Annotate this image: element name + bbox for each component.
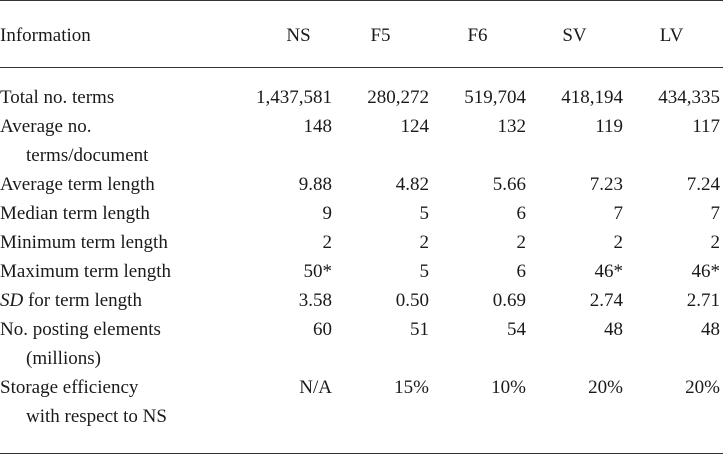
cell-f6: 54 xyxy=(507,319,526,340)
row-label: SD for term length xyxy=(0,290,142,311)
cell-ns: N/A xyxy=(299,377,332,398)
header-f5: F5 xyxy=(370,25,391,46)
cell-f5: 280,272 xyxy=(367,87,429,108)
table-row xyxy=(0,228,720,257)
cell-sv: 2 xyxy=(613,232,623,253)
cell-f5: 15% xyxy=(394,377,429,398)
cell-sv: 20% xyxy=(588,377,623,398)
table-row xyxy=(0,170,720,199)
cell-ns: 9 xyxy=(322,203,332,224)
table-row xyxy=(0,315,720,373)
cell-lv: 117 xyxy=(692,116,720,137)
bottom-rule xyxy=(0,453,723,454)
row-label: Maximum term length xyxy=(0,261,171,282)
row-label: Average term length xyxy=(0,174,155,195)
cell-lv: 20% xyxy=(685,377,720,398)
row-label: Total no. terms xyxy=(0,87,115,108)
cell-lv: 7 xyxy=(710,203,720,224)
cell-lv: 48 xyxy=(701,319,720,340)
cell-f5: 5 xyxy=(419,203,429,224)
cell-ns: 60 xyxy=(313,319,332,340)
cell-f5: 5 xyxy=(419,261,429,282)
cell-f6: 6 xyxy=(516,203,526,224)
table-row xyxy=(0,199,720,228)
header-information: Information xyxy=(0,25,91,46)
cell-ns: 148 xyxy=(303,116,332,137)
cell-sv: 48 xyxy=(604,319,623,340)
cell-f6: 132 xyxy=(497,116,526,137)
table-row xyxy=(0,67,720,112)
cell-f6: 0.69 xyxy=(492,290,526,311)
cell-f5: 51 xyxy=(410,319,429,340)
cell-sv: 119 xyxy=(595,116,623,137)
header-row xyxy=(0,0,720,67)
cell-ns: 9.88 xyxy=(298,174,332,195)
cell-f5: 4.82 xyxy=(395,174,429,195)
table-row xyxy=(0,257,720,286)
cell-sv: 7 xyxy=(613,203,623,224)
header-sv: SV xyxy=(562,25,587,46)
cell-sv: 7.23 xyxy=(589,174,623,195)
cell-lv: 2 xyxy=(710,232,720,253)
cell-lv: 2.71 xyxy=(686,290,720,311)
row-label: Storage efficiency with respect to NS xyxy=(0,377,167,427)
row-label: No. posting elements (millions) xyxy=(0,319,161,369)
cell-sv: 46* xyxy=(594,261,623,282)
table-row xyxy=(0,373,720,431)
table-row xyxy=(0,112,720,170)
row-label: Median term length xyxy=(0,203,150,224)
cell-ns: 1,437,581 xyxy=(256,87,332,108)
cell-sv: 418,194 xyxy=(561,87,623,108)
cell-lv: 7.24 xyxy=(686,174,720,195)
cell-f6: 6 xyxy=(516,261,526,282)
cell-f6: 519,704 xyxy=(464,87,526,108)
header-f6: F6 xyxy=(467,25,488,46)
cell-ns: 2 xyxy=(322,232,332,253)
cell-lv: 46* xyxy=(691,261,720,282)
cell-f5: 2 xyxy=(419,232,429,253)
cell-f6: 10% xyxy=(491,377,526,398)
row-label: Average no. terms/document xyxy=(0,116,149,166)
cell-f5: 124 xyxy=(400,116,429,137)
cell-lv: 434,335 xyxy=(658,87,720,108)
cell-sv: 2.74 xyxy=(589,290,623,311)
cell-ns: 3.58 xyxy=(298,290,332,311)
header-lv: LV xyxy=(659,25,684,46)
header-ns: NS xyxy=(286,25,311,46)
cell-f6: 5.66 xyxy=(492,174,526,195)
row-label: Minimum term length xyxy=(0,232,168,253)
cell-ns: 50* xyxy=(303,261,332,282)
table-row xyxy=(0,286,720,315)
cell-f5: 0.50 xyxy=(395,290,429,311)
cell-f6: 2 xyxy=(516,232,526,253)
